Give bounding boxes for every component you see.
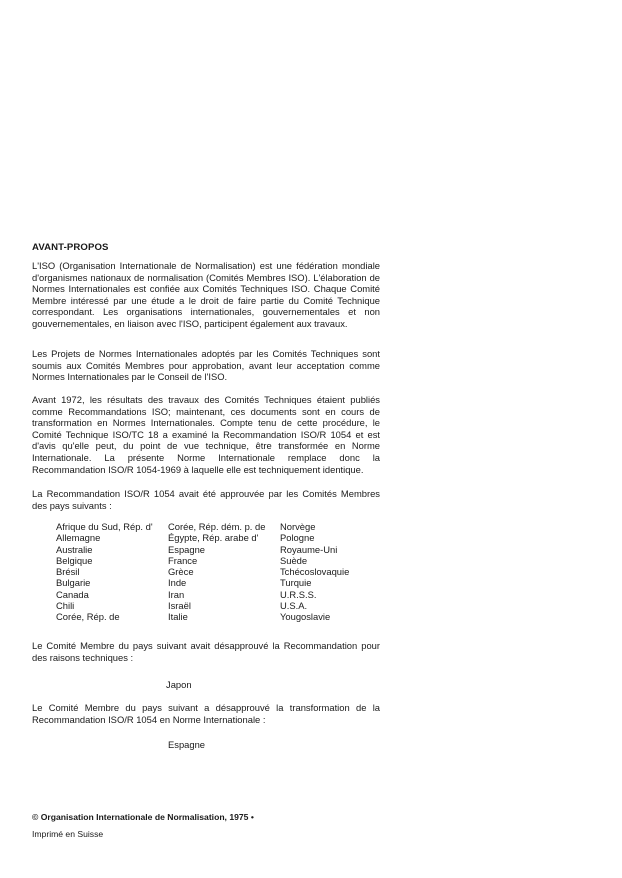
country-item: Corée, Rép. dém. p. de <box>168 521 266 532</box>
country-item: Suède <box>280 554 308 566</box>
countries-column-2 <box>168 521 265 623</box>
country-item: Royaume-Uni <box>280 543 338 555</box>
country-item: Allemagne <box>56 532 101 544</box>
paragraph-approval: La Recommandation ISO/R 1054 avait été approuvée par les Comités Membres des pays suivants : <box>32 488 380 511</box>
disapproving-country-transformation: Espagne <box>168 739 206 750</box>
country-item: Norvège <box>280 521 316 532</box>
country-item: Corée, Rép. de <box>56 611 120 623</box>
country-item: Bulgarie <box>56 577 91 589</box>
printed-in-notice: Imprimé en Suisse <box>32 829 104 839</box>
countries-column-1 <box>56 521 153 623</box>
country-item: U.S.A. <box>280 600 308 612</box>
countries-column-3 <box>280 521 349 623</box>
paragraph-transformation-disapproval: Le Comité Membre du pays suivant a désapprouvé la transformation de la Recommandation ISO/R 1054 en Norme Internationale : <box>32 702 380 725</box>
country-item: Égypte, Rép. arabe d' <box>168 532 259 544</box>
country-item: Italie <box>168 611 188 623</box>
country-item: Brésil <box>56 566 80 578</box>
country-item: Tchécoslovaquie <box>280 566 350 578</box>
page-title: AVANT-PROPOS <box>32 242 109 253</box>
country-item: Israël <box>168 600 191 612</box>
country-item: Turquie <box>280 577 312 589</box>
paragraph-technical-disapproval: Le Comité Membre du pays suivant avait désapprouvé la Recommandation pour des raisons techniques : <box>32 640 380 663</box>
country-item: Iran <box>168 588 185 600</box>
country-item: Pologne <box>280 532 315 544</box>
disapproving-country-technical: Japon <box>166 679 192 690</box>
country-item: Chili <box>56 600 75 612</box>
copyright-notice: © Organisation Internationale de Normalisation, 1975 • <box>32 812 254 822</box>
country-item: Grèce <box>168 566 194 578</box>
country-item: France <box>168 554 198 566</box>
country-item: Australie <box>56 543 93 555</box>
country-item: U.R.S.S. <box>280 588 317 600</box>
paragraph-iso-intro: L'ISO (Organisation Internationale de Normalisation) est une fédération mondiale d'organismes nationaux de normalisation (Comités Membres ISO). L'élaboration de Normes Internationales est confiée aux Comités Techniques ISO. Chaque Comité Membre intéressé par une étude a le droit de faire partie du Comité Technique correspondant. Les organisations internationales, gouvernementales et non gouvernementales, en liaison avec l'ISO, participent également aux travaux. <box>32 260 380 329</box>
country-item: Belgique <box>56 554 93 566</box>
country-item: Inde <box>168 577 187 589</box>
paragraph-draft-standards: Les Projets de Normes Internationales adoptés par les Comités Techniques sont soumis aux Comités Membres pour approbation, avant leur acceptation comme Normes Internationales par le Conseil de l'ISO. <box>32 348 380 383</box>
country-item: Afrique du Sud, Rép. d' <box>56 521 153 532</box>
country-item: Yougoslavie <box>280 611 331 623</box>
paragraph-history: Avant 1972, les résultats des travaux des Comités Techniques étaient publiés comme Recommandations ISO; maintenant, ces documents sont en cours de transformation en Normes Internationales. Compte tenu de cette procédure, le Comité Technique ISO/TC 18 a examiné la Recommandation ISO/R 1054 et est d'avis qu'elle peut, du point de vue technique, être transformée en Norme Internationale. La présente Norme Internationale remplace donc la Recommandation ISO/R 1054-1969 à laquelle elle est techniquement identique. <box>32 394 380 475</box>
country-item: Canada <box>56 588 89 600</box>
country-item: Espagne <box>168 543 206 555</box>
